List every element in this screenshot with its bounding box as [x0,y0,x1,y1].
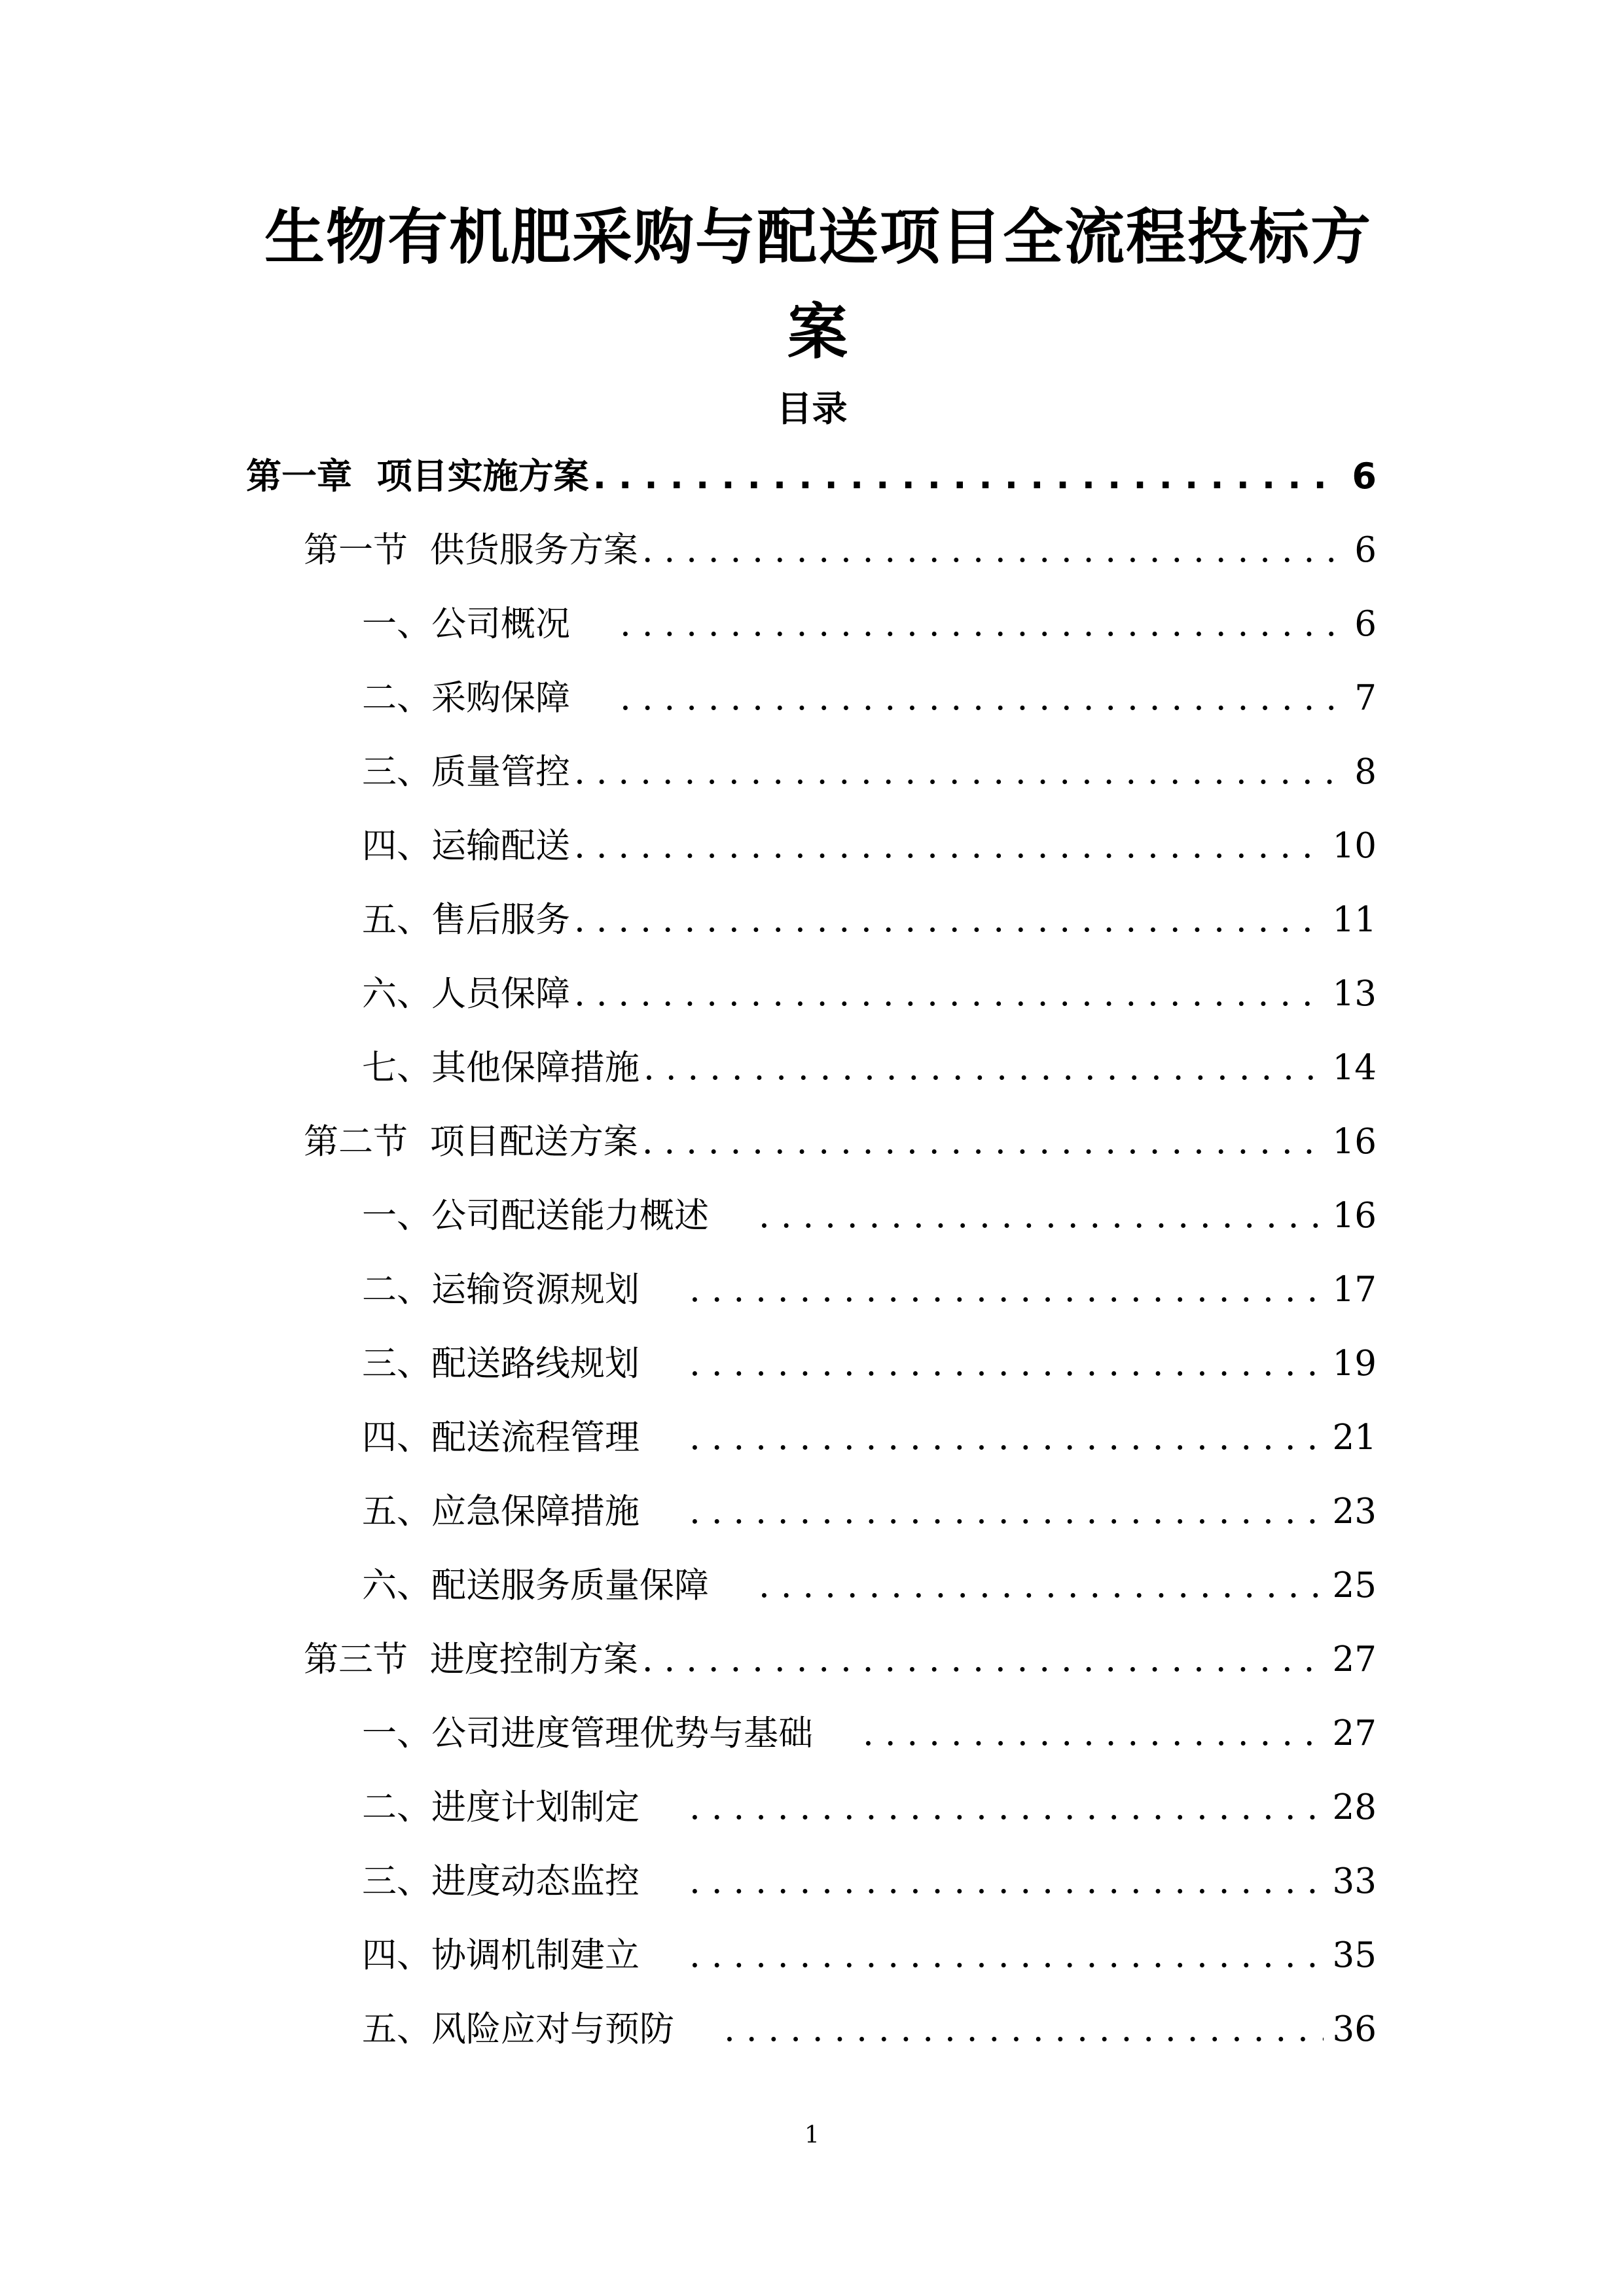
toc-entry-page-number: 16 [1332,1196,1377,1236]
toc-entry[interactable] [362,1042,1377,1094]
toc-entry-page-number: 8 [1354,752,1377,792]
toc-dot-leader [759,1560,1324,1612]
toc-entry-page-number: 23 [1332,1492,1377,1532]
toc-entry[interactable] [362,1708,1377,1760]
toc-dot-leader [724,2003,1324,2056]
toc-entry-label: 二、采购保障 [362,678,570,718]
toc-entry-label: 三、配送路线规划 [362,1344,640,1384]
toc-entry-page-number: 27 [1332,1640,1377,1679]
document-title-line-2: 案 [787,297,849,367]
toc-entry[interactable] [304,1634,1377,1686]
toc-entry[interactable] [362,1856,1377,1908]
toc-entry-label: 第二节 项目配送方案 [304,1122,638,1162]
toc-dot-leader [863,1708,1324,1760]
toc-entry-label: 二、进度计划制定 [362,1787,640,1827]
toc-entry[interactable] [362,1560,1377,1612]
toc-entry-label: 四、运输配送 [362,826,570,866]
toc-entry-label: 五、风险应对与预防 [362,2009,674,2049]
toc-entry-label: 六、配送服务质量保障 [362,1566,709,1605]
toc-entry-page-number: 33 [1332,1861,1377,1901]
toc-dot-leader [642,1116,1324,1168]
toc-dot-leader [574,968,1324,1020]
toc-entry-page-number: 19 [1332,1344,1377,1384]
toc-dot-leader [759,1190,1324,1242]
toc-entry[interactable] [362,968,1377,1020]
toc-entry-page-number: 17 [1332,1270,1377,1310]
toc-entry[interactable] [362,894,1377,946]
toc-entry[interactable] [362,820,1377,872]
toc-entry[interactable] [362,1486,1377,1538]
toc-entry[interactable] [362,746,1377,798]
toc-entry-page-number: 10 [1332,826,1377,866]
toc-entry[interactable] [362,598,1377,651]
toc-entry-label: 第一章 项目实施方案 [246,456,589,497]
toc-entry-label: 一、公司进度管理优势与基础 [362,1713,813,1753]
toc-dot-leader [689,1412,1324,1464]
toc-dot-leader [689,1338,1324,1390]
toc-entry-page-number: 28 [1332,1787,1377,1827]
toc-entry[interactable] [362,1782,1377,1834]
toc-entry[interactable] [362,2003,1377,2056]
toc-entry-page-number: 21 [1332,1418,1377,1458]
toc-heading: 目录 [776,388,848,429]
toc-entry-label: 一、公司配送能力概述 [362,1196,709,1236]
toc-entry[interactable] [362,1929,1377,1982]
toc-dot-leader [689,1929,1324,1982]
toc-dot-leader [620,672,1345,725]
toc-entry[interactable] [304,1116,1377,1168]
toc-dot-leader [620,598,1345,651]
toc-entry-label: 一、公司概况 [362,604,570,644]
toc-entry-label: 三、进度动态监控 [362,1861,640,1901]
toc-dot-leader [574,746,1345,798]
toc-entry-page-number: 11 [1332,900,1377,940]
toc-entry-label: 五、应急保障措施 [362,1492,640,1532]
toc-dot-leader [689,1264,1324,1316]
toc-entry[interactable] [362,1264,1377,1316]
toc-entry[interactable] [362,672,1377,725]
toc-entry[interactable] [304,524,1377,577]
toc-entry-page-number: 6 [1354,530,1377,570]
toc-dot-leader [689,1486,1324,1538]
toc-entry-page-number: 16 [1332,1122,1377,1162]
toc-dot-leader [574,820,1324,872]
toc-dot-leader [642,524,1346,577]
toc-entry-page-number: 14 [1332,1048,1377,1088]
page-number: 1 [804,2122,820,2149]
toc-dot-leader [689,1782,1324,1834]
toc-entry-label: 七、其他保障措施 [362,1048,640,1088]
toc-entry-label: 三、质量管控 [362,752,570,792]
toc-entry-page-number: 13 [1332,974,1377,1014]
document-title-line-1: 生物有机肥采购与配送项目全流程投标方 [264,202,1372,272]
toc-entry[interactable] [246,450,1377,503]
toc-entry-label: 五、售后服务 [362,900,570,940]
toc-dot-leader [574,894,1324,946]
toc-entry-page-number: 25 [1332,1566,1377,1605]
toc-entry-page-number: 36 [1332,2009,1377,2049]
toc-dot-leader [593,450,1343,503]
toc-entry-label: 四、协调机制建立 [362,1935,640,1975]
toc-entry[interactable] [362,1190,1377,1242]
toc-entry-label: 二、运输资源规划 [362,1270,640,1310]
toc-entry-label: 四、配送流程管理 [362,1418,640,1458]
toc-entry[interactable] [362,1338,1377,1390]
toc-entry[interactable] [362,1412,1377,1464]
toc-dot-leader [689,1856,1324,1908]
toc-entry-page-number: 6 [1354,604,1377,644]
toc-dot-leader [642,1634,1324,1686]
toc-entry-label: 第三节 进度控制方案 [304,1640,638,1679]
toc-entry-label: 六、人员保障 [362,974,570,1014]
toc-dot-leader [643,1042,1324,1094]
toc-entry-page-number: 27 [1332,1713,1377,1753]
toc-entry-page-number: 7 [1354,678,1377,718]
toc-entry-page-number: 35 [1332,1935,1377,1975]
toc-entry-label: 第一节 供货服务方案 [304,530,638,570]
toc-entry-page-number: 6 [1352,456,1377,497]
